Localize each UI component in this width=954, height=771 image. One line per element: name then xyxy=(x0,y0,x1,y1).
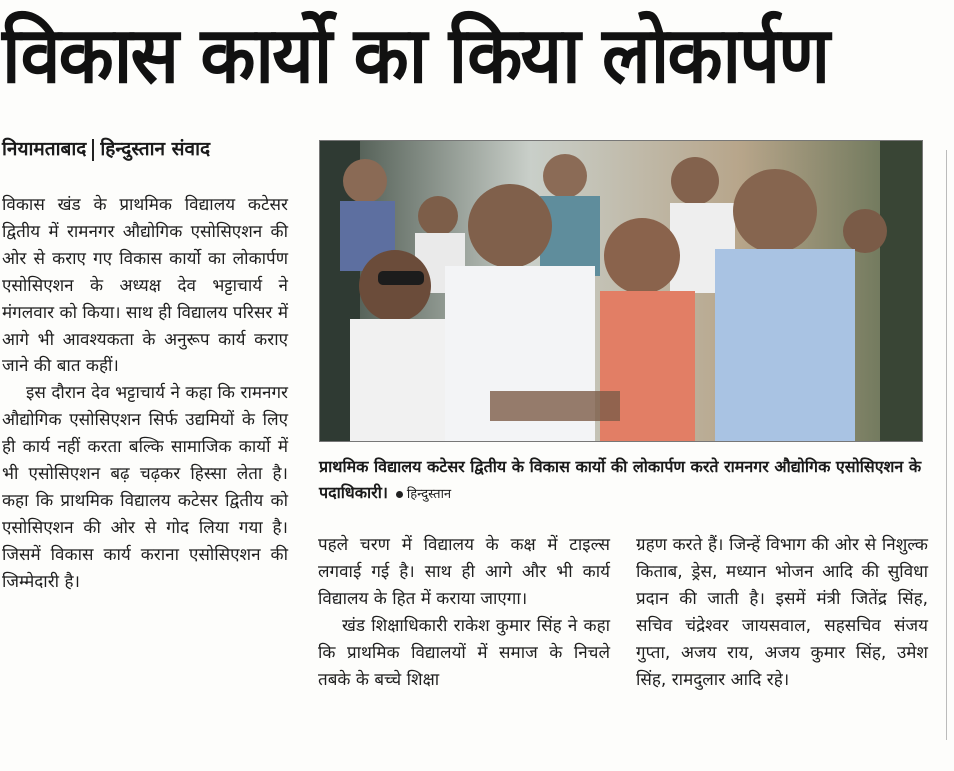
bullet-icon xyxy=(396,491,403,498)
caption-text: प्राथमिक विद्यालय कटेसर द्वितीय के विकास कार्यो की लोकार्पण करते रामनगर औद्योगिक एसोसिएशन के पदाधिकारी। xyxy=(319,457,922,502)
photo-caption xyxy=(319,454,924,508)
photo-credit-label: हिन्दुस्तान xyxy=(406,487,452,502)
headline: विकास कार्यो का किया लोकार्पण xyxy=(2,11,829,101)
article-column-3 xyxy=(636,532,928,693)
photo-credit xyxy=(396,487,451,502)
paragraph: इस दौरान देव भट्टाचार्य ने कहा कि रामनगर औद्योगिक एसोसिएशन सिर्फ उद्यमियों के लिए ही कार्य नहीं करता बल्कि सामाजिक कार्यो में भी एसोसिएशन बढ़ चढ़कर हिस्सा लेता है। कहा कि प्राथमिक विद्यालय कटेसर द्वितीय को एसोसिएशन की ओर से गोद लिया गया है। जिसमें विकास कार्य कराना एसोसिएशन की जिम्मेदारी है। xyxy=(2,383,288,592)
dateline-divider xyxy=(92,139,94,161)
dateline-source: हिन्दुस्तान संवाद xyxy=(100,138,211,160)
article-column-1 xyxy=(2,192,288,596)
column-divider xyxy=(946,150,947,740)
paragraph: पहले चरण में विद्यालय के कक्ष में टाइल्स लगवाई गई है। साथ ही आगे और भी कार्य विद्यालय के हित में कराया जाएगा। xyxy=(318,535,610,609)
news-photo xyxy=(319,140,923,442)
dateline-place: नियामताबाद xyxy=(2,138,87,160)
dateline xyxy=(2,135,210,161)
paragraph: ग्रहण करते हैं। जिन्हें विभाग की ओर से निशुल्क किताब, ड्रेस, मध्यान भोजन आदि की सुविधा प्रदान की जाती है। इसमें मंत्री जितेंद्र सिंह, सचिव चंद्रेश्वर जायसवाल, सहसचिव संजय गुप्ता, अजय राय, अजय कुमार सिंह, उमेश सिंह, रामदुलार आदि रहे। xyxy=(636,535,928,690)
paragraph: खंड शिक्षाधिकारी राकेश कुमार सिंह ने कहा कि प्राथमिक विद्यालयों में समाज के निचले तबके के बच्चे शिक्षा xyxy=(318,615,610,690)
article-column-2 xyxy=(318,532,610,693)
photo-illustration xyxy=(320,141,922,441)
paragraph: विकास खंड के प्राथमिक विद्यालय कटेसर द्वितीय में रामनगर औद्योगिक एसोसिएशन की ओर से कराए गए विकास कार्यो का लोकार्पण एसोसिएशन के अध्यक्ष देव भट्टाचार्य ने मंगलवार को किया। साथ ही विद्यालय परिसर में आगे भी आवश्यकता के अनुरूप कार्य कराए जाने की बात कहीं। xyxy=(2,195,288,377)
